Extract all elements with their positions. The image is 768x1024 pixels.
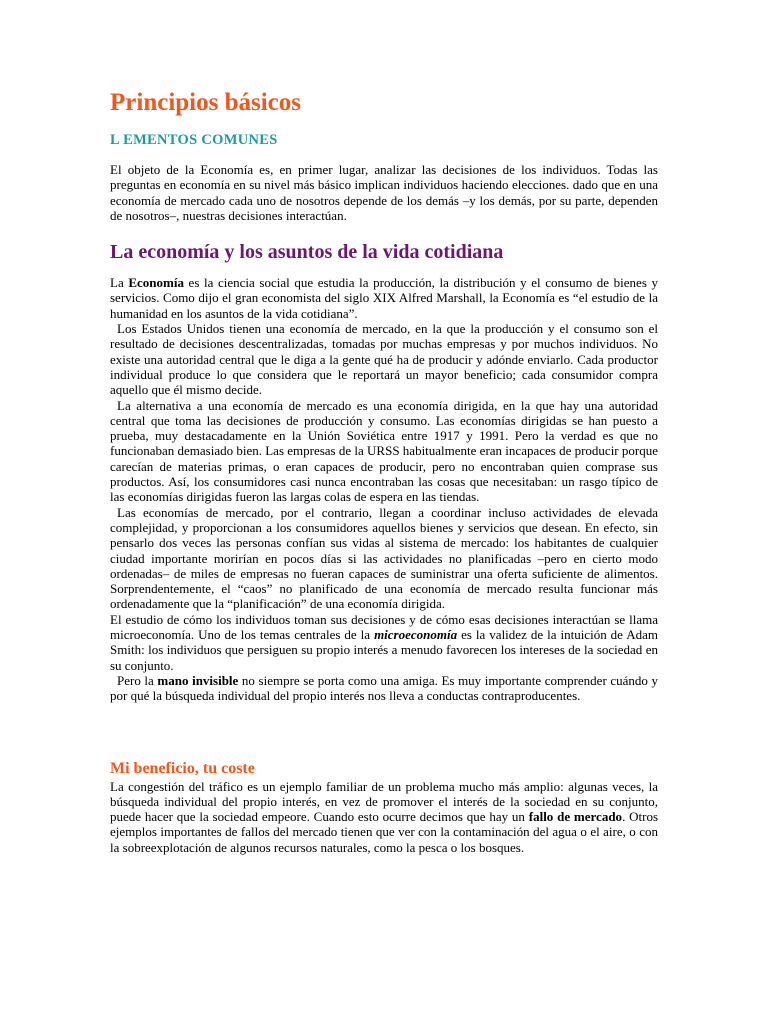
paragraph-economics-definition: La Economía es la ciencia social que estudia la producción, la distribución y el consumo de bienes y servicios. Como dijo el gran economista del siglo XIX Alfred Marshall, la Economía es “el estudio de la humanidad en los asuntos de la vida cotidiana”.: [110, 275, 658, 321]
bold-italic-term-microeconomia: microeconomía: [374, 627, 458, 643]
paragraph-market-economy: Los Estados Unidos tienen una economía de mercado, en la que la producción y el consumo son el resultado de decisiones descentralizadas, tomadas por muchas empresas y por muchos individuos. No existe una autoridad central que le diga a la gente qué ha de producir y adónde enviarlo. Cada productor individual produce lo que considera que le reportará un mayor beneficio; cada consumidor compra aquello que él mismo decide.: [110, 321, 658, 398]
bold-term-fallo-de-mercado: fallo de mercado: [528, 809, 623, 825]
paragraph-market-failure: La congestión del tráfico es un ejemplo familiar de un problema mucho más amplio: algunas veces, la búsqueda individual del propio interés, en vez de promover el interés de la sociedad en su conjunto, puede hacer que la sociedad empeore. Cuando esto ocurre decimos que hay un fallo de mercado. Otros ejemplos importantes de fallos del mercado tienen que ver con la contaminación del agua o el aire, o con la sobreexplotación de algunos recursos naturales, como la pesca o los bosques.: [110, 778, 659, 855]
paragraph-invisible-hand: Pero la mano invisible no siempre se porta como una amiga. Es muy importante comprender cuándo y por qué la búsqueda individual del propio interés nos lleva a conductas contraproducentes.: [110, 672, 659, 704]
paragraph-market-coordination: Las economías de mercado, por el contrario, llegan a coordinar incluso actividades de elevada complejidad, y proporcionan a los consumidores aquellos bienes y servicios que desean. En efecto, sin pensarlo dos veces las personas confían sus vidas al sistema de mercado: los habitantes de cualquier ciudad importante morirían en pocos días si las actividades no planificadas –pero en cierto modo ordenadas– de miles de empresas no fueran capaces de suministrar una oferta suficiente de alimentos. Sorprendentemente, el “caos” no planificado de una economía de mercado resulta funcionar más ordenadamente que la “planificación” de una economía dirigida.: [110, 504, 658, 612]
section-heading-daily-life: La economía y los asuntos de la vida cotidiana: [110, 241, 504, 264]
intro-paragraph: El objeto de la Economía es, en primer lugar, analizar las decisiones de los individuos. Todas las preguntas en economía en su nivel más básico implican individuos haciendo elecciones. dado que en una economía de mercado cada uno de nosotros depende de los demás –y los demás, por su parte, dependen de nosotros–, nuestras decisiones interactúan.: [110, 162, 658, 223]
bold-term-mano-invisible: mano invisible: [157, 672, 239, 688]
vertical-gap: [110, 704, 658, 759]
bold-term-economia: Economía: [128, 275, 184, 291]
paragraph-microeconomics: El estudio de cómo los individuos toman sus decisiones y de cómo esas decisiones interactúan se llama microeconomía. Uno de los temas centrales de la microeconomía es la validez de la intuición de Adam Smith: los individuos que persiguen su propio interés a menudo favorecen los intereses de la sociedad en su conjunto.: [110, 611, 658, 673]
document-page: [110, 86, 658, 855]
page-title: Principios básicos: [110, 89, 301, 116]
section-heading-common-elements: L EMENTOS COMUNES: [110, 132, 278, 148]
paragraph-command-economy: La alternativa a una economía de mercado es una economía dirigida, en la que hay una autoridad central que toma las decisiones de producción y consumo. Las economías dirigidas se han puesto a prueba, muy destacadamente en la Unión Soviética entre 1917 y 1991. Pero la verdad es que no funcionaban demasiado bien. Las empresas de la URSS habitualmente eran incapaces de producir porque carecían de materias primas, o eran capaces de producir, pero no encontraban quien comprase sus productos. Así, los consumidores casi nunca encontraban las cosas que necesitaban: un rasgo típico de las economías dirigidas fueron las largas colas de espera en las tiendas.: [110, 397, 658, 505]
section-heading-my-benefit: Mi beneficio, tu coste: [110, 759, 255, 777]
